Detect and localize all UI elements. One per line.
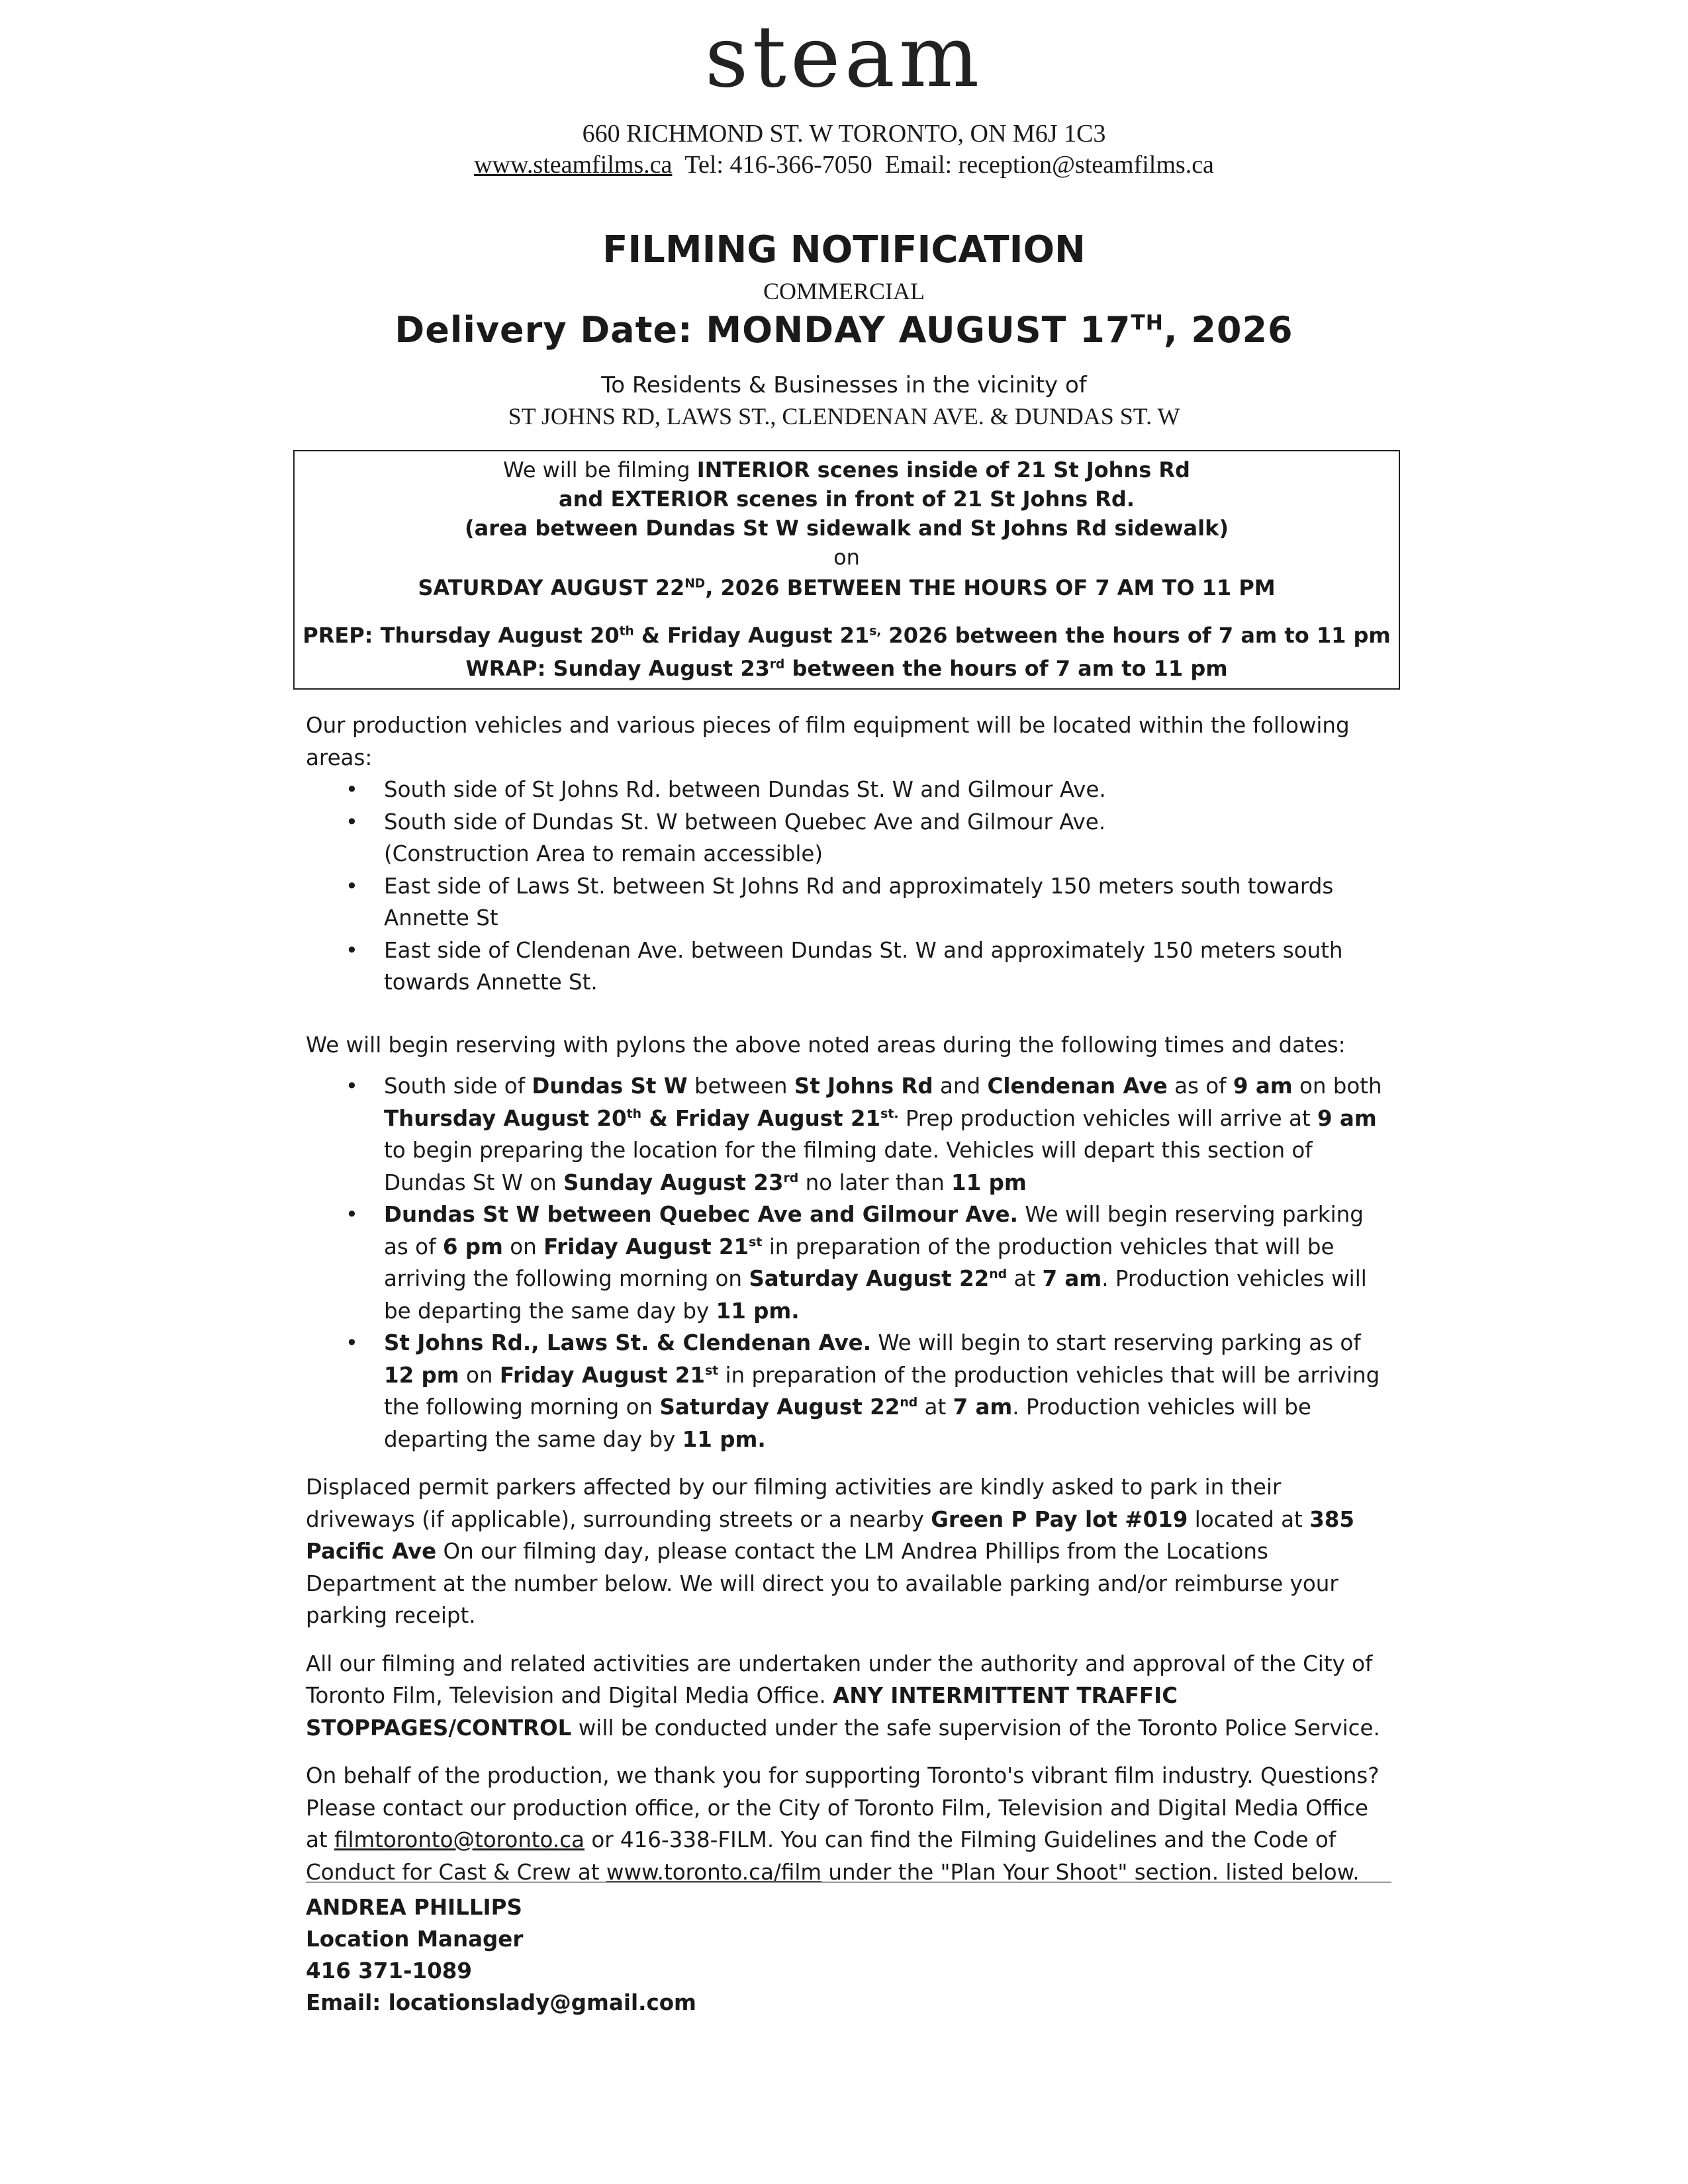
notice-title: FILMING NOTIFICATION bbox=[602, 228, 1086, 271]
reserving-list bbox=[306, 1070, 1391, 1455]
list-item: • St Johns Rd., Laws St. & Clendenan Ave. We will begin to start reserving parking as of 12 pm on Friday August 21st in preparation of the production vehicles that will be arriving the following morning on Saturday August 22nd at 7 am. Production vehicles will be departing the same day by 11 pm. bbox=[306, 1327, 1391, 1455]
signature-name: ANDREA PHILLIPS bbox=[306, 1895, 522, 1920]
reserving-intro: We will begin reserving with pylons the above noted areas during the following times and dates: bbox=[306, 1032, 1346, 1058]
signature-phone: 416 371-1089 bbox=[306, 1958, 472, 1983]
vicinity-intro: To Residents & Businesses in the vicinity of bbox=[601, 372, 1087, 398]
location-text: East side of Laws St. between St Johns Rd and approximately 150 meters south towards Annette St bbox=[384, 873, 1334, 931]
wrap-text-b: between the hours of 7 am to 11 pm bbox=[784, 656, 1228, 681]
list-item bbox=[306, 870, 1391, 934]
box-line-exterior: and EXTERIOR scenes in front of 21 St Johns Rd. bbox=[559, 486, 1135, 512]
company-website-link[interactable]: www.steamfilms.ca bbox=[474, 151, 673, 179]
box-line-interior-bold: INTERIOR scenes inside of 21 St Johns Rd bbox=[696, 457, 1190, 482]
location-text: South side of St Johns Rd. between Dundas St. W and Gilmour Ave. bbox=[384, 777, 1106, 802]
parking-paragraph: Displaced permit parkers affected by our filming activities are kindly asked to park in their driveways (if applicable), surrounding streets or a nearby Green P Pay lot #019 located at 385 Pacific Ave On our filming day, please contact the LM Andrea Phillips from the Locations Department at the number below. We will direct you to available parking and/or reimburse your parking receipt. bbox=[306, 1475, 1354, 1628]
list-item bbox=[306, 934, 1391, 999]
prep-text-c: 2026 between the hours of 7 am to 11 pm bbox=[881, 623, 1391, 648]
authority-paragraph: All our filming and related activities are undertaken under the authority and approval of the City of Toronto Film, Television and Digital Media Office. ANY INTERMITTENT TRAFFIC STOPPAGES/CONTROL will be conducted under the safe supervision of the Toronto Police Service. bbox=[306, 1651, 1380, 1741]
shoot-date-suffix: ND bbox=[684, 576, 706, 591]
delivery-date-suffix: TH bbox=[1131, 311, 1164, 335]
box-line-wrap bbox=[295, 654, 1399, 683]
notice-body bbox=[306, 709, 1391, 1888]
box-line-shoot-date bbox=[295, 573, 1399, 602]
toronto-film-link[interactable]: www.toronto.ca/film bbox=[606, 1859, 822, 1885]
filmtoronto-email-link[interactable]: filmtoronto@toronto.ca bbox=[334, 1827, 585, 1852]
locations-list bbox=[306, 774, 1391, 999]
prep-suffix-1: th bbox=[619, 624, 634, 639]
signature-block bbox=[306, 1891, 968, 2019]
company-contact-line bbox=[0, 149, 1688, 181]
locations-intro: Our production vehicles and various pieces of film equipment will be located within the following areas: bbox=[306, 713, 1350, 770]
company-address: 660 RICHMOND ST. W TORONTO, ON M6J 1C3 bbox=[582, 120, 1106, 148]
delivery-date bbox=[0, 308, 1688, 352]
prep-suffix-2: s, bbox=[869, 624, 882, 639]
location-text: South side of Dundas St. W between Quebec Ave and Gilmour Ave. bbox=[384, 809, 1106, 835]
box-line-on: on bbox=[833, 545, 860, 570]
list-item bbox=[306, 774, 1391, 806]
list-item: • Dundas St W between Quebec Ave and Gilmour Ave. We will begin reserving parking as of 6 pm on Friday August 21st in preparation of the production vehicles that will be arriving the following morning on Saturday August 22nd at 7 am. Production vehicles will be departing the same day by 11 pm. bbox=[306, 1199, 1391, 1327]
box-line-prep bbox=[295, 621, 1399, 650]
signature-email: Email: locationslady@gmail.com bbox=[306, 1990, 696, 2015]
list-item: • South side of Dundas St W between St Johns Rd and Clendenan Ave as of 9 am on both Thursday August 20th & Friday August $21^{st.}$ Prep production vehicles will arrive at 9 am to begin preparing the location for the filming date. Vehicles will depart this section of Dundas St W on Sunday August 23rd no later than 11 pm bbox=[306, 1070, 1391, 1199]
location-note: (Construction Area to remain accessible) bbox=[384, 841, 823, 866]
delivery-date-year: , 2026 bbox=[1164, 309, 1293, 351]
location-text: East side of Clendenan Ave. between Dundas St. W and approximately 150 meters south towards Annette St. bbox=[384, 937, 1343, 995]
prep-text-b: & Friday August 21 bbox=[633, 623, 870, 648]
shoot-date-hours: , 2026 BETWEEN THE HOURS OF 7 AM TO 11 PM bbox=[705, 575, 1276, 600]
box-line-interior-lead: We will be filming bbox=[503, 457, 697, 482]
thanks-paragraph: On behalf of the production, we thank you for supporting Toronto's vibrant film industry. Questions? Please contact our production office, or the City of Toronto Film, Television and Digital Media Office at filmtoronto@toronto.ca or 416-338-FILM. You can find the Filming Guidelines and the Code of Conduct for Cast & Crew at www.toronto.ca/film under the "Plan Your Shoot" section. listed below. bbox=[306, 1763, 1380, 1885]
filming-details-box bbox=[293, 450, 1400, 690]
notice-category: COMMERCIAL bbox=[763, 278, 925, 304]
prep-text-a: PREP: Thursday August 20 bbox=[303, 623, 620, 648]
signature-divider bbox=[306, 1882, 1391, 1883]
company-logo: steam bbox=[704, 8, 984, 107]
list-item bbox=[306, 806, 1391, 870]
vicinity-streets: ST JOHNS RD, LAWS ST., CLENDENAN AVE. & DUNDAS ST. W bbox=[508, 403, 1180, 430]
company-email: Email: reception@steamfilms.ca bbox=[884, 151, 1214, 179]
company-phone: Tel: 416-366-7050 bbox=[684, 151, 872, 179]
box-line-area: (area between Dundas St W sidewalk and St Johns Rd sidewalk) bbox=[464, 516, 1229, 541]
wrap-suffix: rd bbox=[769, 657, 785, 672]
shoot-date-text: SATURDAY AUGUST 22 bbox=[418, 575, 685, 600]
box-line-interior bbox=[295, 455, 1399, 484]
signature-role: Location Manager bbox=[306, 1927, 524, 1952]
delivery-date-label: Delivery Date: MONDAY AUGUST 17 bbox=[395, 309, 1131, 351]
wrap-text-a: WRAP: Sunday August 23 bbox=[465, 656, 770, 681]
